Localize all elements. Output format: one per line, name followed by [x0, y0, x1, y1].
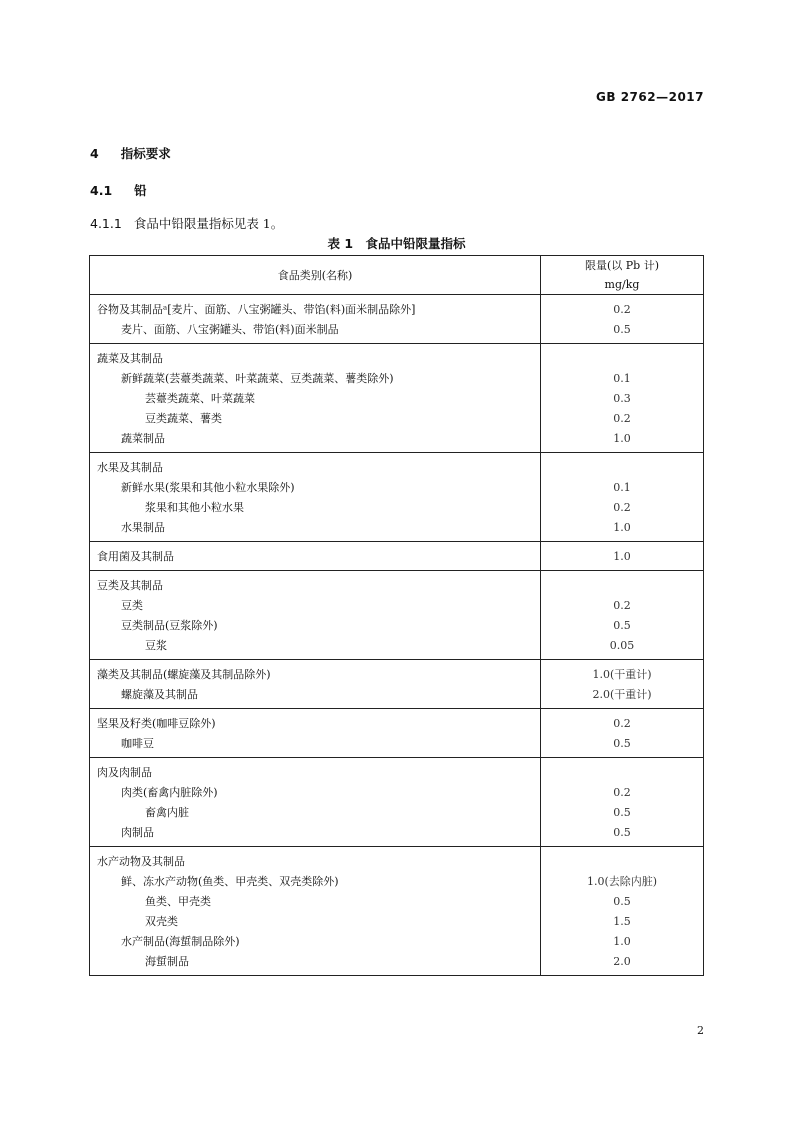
limit-value-cell: 1.0 [541, 517, 704, 542]
food-category-cell: 豆浆 [90, 635, 541, 660]
limit-value-cell: 0.1 [541, 368, 704, 388]
section-4-1-heading [90, 181, 147, 199]
page-number: 2 [697, 1024, 704, 1037]
table-row [90, 542, 704, 571]
limit-value-cell: 0.2 [541, 295, 704, 320]
food-category-cell: 海蜇制品 [90, 951, 541, 976]
limit-value-cell: 2.0 [541, 951, 704, 976]
food-category-cell: 新鲜蔬菜(芸薹类蔬菜、叶菜蔬菜、豆类蔬菜、薯类除外) [90, 368, 541, 388]
table-row [90, 571, 704, 596]
table-group [90, 344, 704, 453]
limit-value-cell: 0.3 [541, 388, 704, 408]
food-category-cell: 肉及肉制品 [90, 758, 541, 783]
table-row [90, 388, 704, 408]
column-header-food-category: 食品类别(名称) [90, 256, 541, 295]
table-group [90, 542, 704, 571]
food-category-cell: 浆果和其他小粒水果 [90, 497, 541, 517]
food-category-cell: 豆类 [90, 595, 541, 615]
section-4-heading [90, 144, 171, 162]
table-row [90, 758, 704, 783]
limit-value-cell: 0.2 [541, 595, 704, 615]
column-header-limit [541, 256, 704, 295]
table-row [90, 497, 704, 517]
food-category-cell: 食用菌及其制品 [90, 542, 541, 571]
food-category-cell: 水产动物及其制品 [90, 847, 541, 872]
section-number: 4.1 [90, 183, 113, 198]
food-category-cell: 肉类(畜禽内脏除外) [90, 782, 541, 802]
table-row [90, 344, 704, 369]
limit-value-cell: 1.0(去除内脏) [541, 871, 704, 891]
section-title: 铅 [134, 183, 147, 198]
food-category-cell: 鱼类、甲壳类 [90, 891, 541, 911]
food-category-cell: 双壳类 [90, 911, 541, 931]
food-category-cell: 蔬菜制品 [90, 428, 541, 453]
food-category-cell: 豆类制品(豆浆除外) [90, 615, 541, 635]
column-header-limit-line1: 限量(以 Pb 计) [584, 259, 660, 272]
limit-value-cell [541, 847, 704, 872]
limit-value-cell: 2.0(干重计) [541, 684, 704, 709]
limit-value-cell: 1.0 [541, 931, 704, 951]
food-category-cell: 螺旋藻及其制品 [90, 684, 541, 709]
limit-value-cell: 0.1 [541, 477, 704, 497]
limit-value-cell: 0.5 [541, 733, 704, 758]
food-category-cell: 鲜、冻水产动物(鱼类、甲壳类、双壳类除外) [90, 871, 541, 891]
table-row [90, 733, 704, 758]
limit-value-cell: 1.0 [541, 542, 704, 571]
table-row [90, 951, 704, 976]
limit-value-cell [541, 344, 704, 369]
table-row [90, 782, 704, 802]
table-row [90, 802, 704, 822]
limit-value-cell: 0.2 [541, 709, 704, 734]
table-group [90, 453, 704, 542]
document-code: GB 2762—2017 [596, 90, 704, 104]
food-category-cell: 水果制品 [90, 517, 541, 542]
section-number: 4 [90, 146, 99, 161]
food-category-cell: 坚果及籽类(咖啡豆除外) [90, 709, 541, 734]
table-row [90, 428, 704, 453]
table-row [90, 871, 704, 891]
table-row [90, 615, 704, 635]
table-row [90, 891, 704, 911]
table-row [90, 453, 704, 478]
limit-value-cell: 1.0 [541, 428, 704, 453]
food-category-cell: 畜禽内脏 [90, 802, 541, 822]
limit-value-cell: 0.2 [541, 782, 704, 802]
limit-value-cell: 0.2 [541, 408, 704, 428]
paragraph-text: 食品中铅限量指标见表 1。 [133, 216, 284, 231]
table-row [90, 709, 704, 734]
table-row [90, 635, 704, 660]
table-caption: 表 1 食品中铅限量指标 [327, 236, 466, 251]
food-category-cell: 咖啡豆 [90, 733, 541, 758]
table-group [90, 295, 704, 344]
table-row [90, 319, 704, 344]
limit-value-cell: 0.5 [541, 319, 704, 344]
limit-value-cell: 0.2 [541, 497, 704, 517]
table-group [90, 758, 704, 847]
limit-value-cell [541, 571, 704, 596]
table-group [90, 709, 704, 758]
table-row [90, 368, 704, 388]
limit-value-cell: 0.5 [541, 615, 704, 635]
limit-value-cell: 0.5 [541, 891, 704, 911]
table-row [90, 295, 704, 320]
food-category-cell: 芸薹类蔬菜、叶菜蔬菜 [90, 388, 541, 408]
table-row [90, 822, 704, 847]
table-group [90, 847, 704, 976]
limit-value-cell: 0.5 [541, 822, 704, 847]
food-category-cell: 蔬菜及其制品 [90, 344, 541, 369]
food-category-cell: 水产制品(海蜇制品除外) [90, 931, 541, 951]
table-row [90, 595, 704, 615]
table-group [90, 571, 704, 660]
table-group [90, 660, 704, 709]
food-category-cell: 肉制品 [90, 822, 541, 847]
table-row [90, 660, 704, 685]
food-category-cell: 豆类及其制品 [90, 571, 541, 596]
section-title: 指标要求 [120, 146, 171, 161]
limit-value-cell [541, 758, 704, 783]
section-number: 4.1.1 [90, 216, 122, 231]
food-category-cell: 新鲜水果(浆果和其他小粒水果除外) [90, 477, 541, 497]
table-row [90, 684, 704, 709]
lead-limits-table [89, 255, 704, 976]
food-category-cell: 麦片、面筋、八宝粥罐头、带馅(料)面米制品 [90, 319, 541, 344]
food-category-cell: 谷物及其制品ᵃ[麦片、面筋、八宝粥罐头、带馅(料)面米制品除外] [90, 295, 541, 320]
table-row [90, 847, 704, 872]
table-row [90, 477, 704, 497]
limit-value-cell: 0.05 [541, 635, 704, 660]
table-row [90, 911, 704, 931]
table-row [90, 408, 704, 428]
table-row [90, 931, 704, 951]
food-category-cell: 藻类及其制品(螺旋藻及其制品除外) [90, 660, 541, 685]
limit-value-cell [541, 453, 704, 478]
section-4-1-1-paragraph [90, 214, 283, 232]
food-category-cell: 水果及其制品 [90, 453, 541, 478]
limit-value-cell: 1.5 [541, 911, 704, 931]
table-header-row [90, 256, 704, 295]
limit-value-cell: 1.0(干重计) [541, 660, 704, 685]
table-row [90, 517, 704, 542]
column-header-limit-unit: mg/kg [604, 278, 640, 291]
limit-value-cell: 0.5 [541, 802, 704, 822]
food-category-cell: 豆类蔬菜、薯类 [90, 408, 541, 428]
